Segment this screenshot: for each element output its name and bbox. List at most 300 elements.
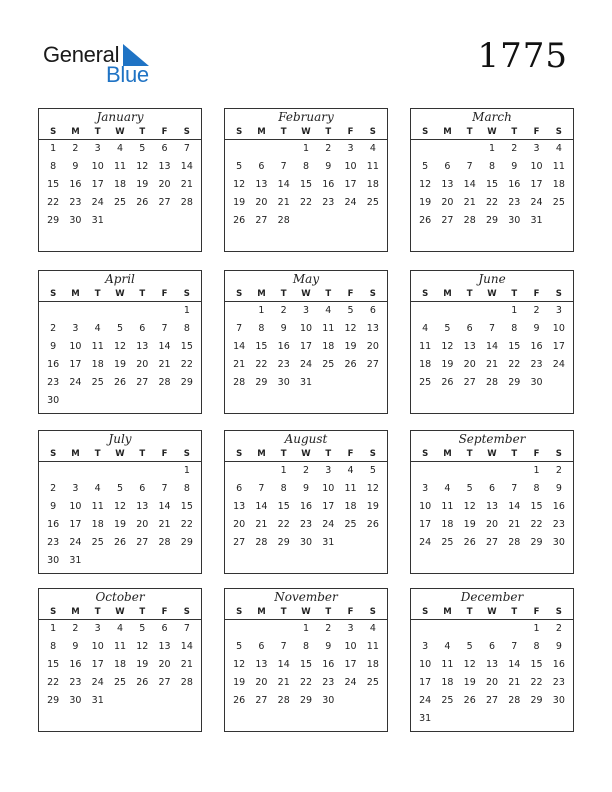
day-cell: 28 (463, 215, 476, 226)
day-cell: 26 (463, 695, 476, 706)
brand-logo (43, 40, 163, 87)
weekday-header: T (325, 127, 332, 137)
day-cell: 29 (485, 215, 499, 226)
day-cell: 28 (508, 695, 521, 706)
day-cell: 24 (69, 377, 82, 388)
month-december (410, 588, 574, 732)
day-cell: 19 (366, 501, 379, 512)
day-cell: 24 (552, 359, 565, 370)
day-cell: 5 (466, 641, 473, 652)
day-cell: 7 (161, 483, 168, 494)
day-cell: 20 (366, 341, 379, 352)
day-cell: 16 (530, 341, 543, 352)
logo-text-blue: Blue (106, 62, 149, 87)
day-cell: 20 (158, 179, 171, 190)
day-cell: 6 (258, 641, 265, 652)
day-cell-empty (42, 464, 64, 482)
day-cell: 26 (344, 359, 357, 370)
day-cell: 13 (136, 341, 149, 352)
day-cell: 24 (69, 537, 82, 548)
day-cell: 1 (50, 143, 57, 154)
day-cell: 10 (91, 161, 104, 172)
day-cell: 14 (255, 501, 268, 512)
weekday-header-row (225, 448, 387, 462)
day-cell: 10 (419, 501, 432, 512)
day-cell-empty (64, 304, 86, 322)
day-cell: 14 (158, 501, 171, 512)
day-grid (411, 462, 573, 554)
day-cell-empty (250, 142, 272, 160)
day-cell: 7 (511, 483, 518, 494)
day-cell: 7 (280, 641, 287, 652)
day-cell: 29 (255, 377, 268, 388)
day-cell: 20 (441, 197, 454, 208)
day-cell-empty (503, 464, 525, 482)
day-cell: 5 (139, 623, 146, 634)
day-cell: 2 (280, 305, 287, 316)
day-cell: 27 (463, 377, 476, 388)
day-cell: 2 (50, 483, 57, 494)
day-cell: 16 (552, 501, 565, 512)
day-cell: 3 (94, 143, 101, 154)
day-cell: 23 (69, 197, 82, 208)
day-cell: 5 (444, 323, 451, 334)
day-cell: 14 (463, 179, 476, 190)
logo-text-general: General (43, 42, 120, 67)
day-cell: 18 (113, 659, 127, 670)
day-cell: 20 (463, 359, 476, 370)
day-cell: 6 (444, 161, 451, 172)
day-cell: 4 (116, 143, 124, 154)
day-cell: 26 (136, 197, 149, 208)
day-cell: 28 (158, 537, 171, 548)
day-cell: 22 (299, 677, 313, 688)
weekday-header: T (511, 289, 518, 299)
weekday-header: T (280, 127, 287, 137)
day-cell: 30 (47, 555, 60, 566)
weekday-header: F (533, 607, 540, 617)
day-cell: 8 (50, 641, 57, 652)
day-cell: 13 (158, 161, 171, 172)
day-cell: 8 (511, 323, 518, 334)
day-grid (411, 620, 573, 730)
month-name: March (472, 110, 512, 124)
day-cell: 28 (508, 537, 521, 548)
weekday-header: W (487, 607, 497, 617)
weekday-header: T (325, 289, 332, 299)
day-cell: 3 (347, 143, 354, 154)
day-cell-empty (481, 464, 503, 482)
weekday-header: S (369, 289, 376, 299)
day-cell: 3 (325, 465, 332, 476)
day-cell-empty (131, 464, 153, 482)
day-cell: 20 (136, 359, 149, 370)
day-cell: 8 (280, 483, 287, 494)
day-cell: 11 (366, 161, 379, 172)
day-cell: 14 (508, 659, 521, 670)
day-cell: 3 (347, 623, 354, 634)
day-cell-empty (436, 464, 458, 482)
day-cell: 9 (50, 341, 57, 352)
day-cell: 29 (180, 537, 193, 548)
day-cell: 15 (299, 179, 313, 190)
weekday-header-row (411, 448, 573, 462)
day-cell: 30 (552, 537, 565, 548)
day-cell: 21 (233, 359, 246, 370)
day-cell: 26 (419, 215, 432, 226)
weekday-header: M (257, 127, 266, 137)
weekday-header: F (347, 289, 354, 299)
day-cell: 5 (116, 323, 124, 334)
day-cell: 12 (233, 659, 246, 670)
day-cell: 14 (180, 161, 193, 172)
day-cell: 15 (530, 501, 543, 512)
day-cell: 12 (441, 341, 454, 352)
day-cell: 11 (113, 161, 127, 172)
weekday-header: M (71, 289, 80, 299)
day-cell: 13 (255, 179, 268, 190)
day-cell: 17 (69, 359, 82, 370)
day-cell-empty (250, 622, 272, 640)
day-cell: 26 (441, 377, 454, 388)
month-september (410, 430, 574, 574)
day-cell: 12 (463, 659, 476, 670)
day-cell: 6 (466, 323, 473, 334)
month-name: April (105, 272, 135, 286)
day-cell: 13 (158, 641, 171, 652)
day-cell: 30 (322, 695, 335, 706)
weekday-header: M (443, 289, 452, 299)
day-cell: 10 (344, 641, 357, 652)
day-cell: 25 (113, 197, 127, 208)
day-cell: 9 (325, 641, 332, 652)
day-cell: 23 (69, 677, 82, 688)
day-cell: 8 (258, 323, 265, 334)
day-cell: 31 (419, 713, 432, 724)
day-cell: 7 (183, 623, 190, 634)
day-cell: 30 (69, 215, 82, 226)
month-name: November (274, 590, 338, 604)
day-cell: 7 (511, 641, 518, 652)
month-name: October (95, 590, 145, 604)
month-february (224, 108, 388, 252)
day-cell-empty (459, 304, 481, 322)
day-cell: 20 (233, 519, 246, 530)
day-cell: 1 (280, 465, 287, 476)
day-cell: 16 (69, 179, 82, 190)
day-cell: 24 (91, 197, 104, 208)
day-cell: 29 (47, 695, 60, 706)
day-cell: 11 (91, 501, 104, 512)
day-cell-empty (109, 464, 131, 482)
day-cell: 18 (441, 677, 454, 688)
day-cell: 10 (530, 161, 543, 172)
day-cell: 29 (530, 695, 543, 706)
day-cell: 4 (347, 465, 354, 476)
day-cell-empty (436, 304, 458, 322)
day-cell: 1 (488, 143, 496, 154)
day-cell: 1 (302, 623, 310, 634)
month-october (38, 588, 202, 732)
day-cell: 11 (441, 659, 454, 670)
day-cell: 3 (302, 305, 310, 316)
day-cell: 24 (344, 677, 357, 688)
day-cell: 12 (419, 179, 432, 190)
day-cell-empty (153, 464, 175, 482)
day-cell: 9 (511, 161, 518, 172)
day-cell: 6 (258, 161, 265, 172)
day-cell: 28 (233, 377, 246, 388)
day-cell: 28 (277, 695, 290, 706)
weekday-header: W (115, 127, 125, 137)
day-cell: 19 (233, 677, 246, 688)
day-cell: 15 (530, 659, 543, 670)
day-cell: 18 (91, 519, 104, 530)
day-cell: 29 (277, 537, 290, 548)
day-cell: 7 (280, 161, 287, 172)
day-cell: 8 (488, 161, 496, 172)
weekday-header: T (466, 607, 473, 617)
weekday-header: F (161, 607, 168, 617)
weekday-header: S (555, 127, 562, 137)
day-cell: 21 (180, 179, 193, 190)
month-name: January (96, 110, 144, 124)
day-cell: 14 (158, 341, 171, 352)
weekday-header: W (115, 607, 125, 617)
day-cell-empty (273, 142, 295, 160)
day-cell: 1 (183, 465, 190, 476)
day-cell: 18 (113, 179, 127, 190)
weekday-header: S (422, 289, 429, 299)
day-cell: 21 (463, 197, 476, 208)
day-cell-empty (414, 304, 436, 322)
day-cell: 5 (466, 483, 473, 494)
day-cell: 3 (422, 483, 429, 494)
day-cell: 11 (344, 483, 357, 494)
day-cell: 1 (50, 623, 57, 634)
day-cell: 22 (255, 359, 268, 370)
day-cell: 13 (233, 501, 246, 512)
month-name: June (478, 272, 506, 286)
weekday-header: T (511, 449, 518, 459)
day-cell: 12 (233, 179, 246, 190)
day-cell: 30 (552, 695, 565, 706)
day-cell: 27 (366, 359, 379, 370)
day-cell: 5 (116, 483, 124, 494)
day-cell: 30 (47, 395, 60, 406)
weekday-header: S (50, 127, 57, 137)
day-cell: 22 (180, 359, 193, 370)
weekday-header: M (71, 607, 80, 617)
day-cell: 27 (255, 695, 268, 706)
day-cell: 6 (139, 483, 146, 494)
day-cell: 7 (161, 323, 168, 334)
day-cell: 9 (50, 501, 57, 512)
day-cell-empty (228, 142, 250, 160)
day-cell: 9 (302, 483, 310, 494)
day-cell: 25 (91, 377, 104, 388)
day-cell: 9 (533, 323, 540, 334)
day-grid (225, 302, 387, 394)
weekday-header: T (511, 127, 518, 137)
weekday-header: T (94, 289, 101, 299)
weekday-header: S (422, 127, 429, 137)
day-cell: 10 (69, 341, 82, 352)
weekday-header: W (487, 127, 497, 137)
day-cell: 3 (94, 623, 101, 634)
day-cell: 15 (180, 341, 193, 352)
day-cell: 21 (180, 659, 193, 670)
day-cell-empty (436, 142, 458, 160)
day-cell: 28 (255, 537, 268, 548)
day-cell: 21 (158, 359, 171, 370)
day-cell: 3 (72, 323, 79, 334)
day-cell: 15 (485, 179, 499, 190)
day-cell: 16 (552, 659, 565, 670)
day-cell: 6 (236, 483, 243, 494)
weekday-header: S (369, 449, 376, 459)
day-cell: 13 (485, 501, 499, 512)
weekday-header: S (183, 289, 190, 299)
weekday-header: W (301, 449, 311, 459)
weekday-header: S (555, 607, 562, 617)
month-april (38, 270, 202, 414)
day-cell: 9 (325, 161, 332, 172)
day-cell: 16 (322, 659, 335, 670)
day-cell: 6 (161, 143, 168, 154)
day-cell: 9 (280, 323, 287, 334)
weekday-header: S (183, 127, 190, 137)
weekday-header: W (301, 127, 311, 137)
day-cell: 22 (508, 359, 521, 370)
month-june (410, 270, 574, 414)
day-cell: 7 (183, 143, 190, 154)
day-cell: 23 (299, 519, 313, 530)
day-cell: 31 (69, 555, 82, 566)
day-cell: 6 (139, 323, 146, 334)
day-cell: 5 (347, 305, 354, 316)
day-cell: 8 (533, 483, 540, 494)
weekday-header: T (511, 607, 518, 617)
day-cell: 4 (94, 323, 101, 334)
day-cell: 11 (419, 341, 432, 352)
weekday-header: M (443, 449, 452, 459)
day-cell: 26 (233, 215, 246, 226)
day-cell: 25 (344, 519, 357, 530)
day-cell: 26 (463, 537, 476, 548)
day-cell: 25 (91, 537, 104, 548)
day-cell: 2 (325, 143, 332, 154)
month-march (410, 108, 574, 252)
day-cell: 30 (299, 537, 313, 548)
day-cell: 26 (233, 695, 246, 706)
weekday-header: T (325, 607, 332, 617)
day-grid (39, 462, 201, 572)
day-cell: 20 (485, 519, 499, 530)
day-cell: 12 (366, 483, 379, 494)
day-cell: 23 (530, 359, 543, 370)
weekday-header: M (443, 127, 452, 137)
day-cell: 19 (419, 197, 432, 208)
day-cell: 11 (113, 641, 127, 652)
day-cell: 17 (91, 659, 104, 670)
day-cell: 11 (91, 341, 104, 352)
day-cell: 31 (322, 537, 335, 548)
day-cell: 1 (302, 143, 310, 154)
day-cell: 2 (511, 143, 518, 154)
day-cell: 21 (255, 519, 268, 530)
day-cell: 9 (72, 161, 79, 172)
day-cell: 23 (552, 677, 565, 688)
weekday-header: T (139, 607, 146, 617)
year-title: 1775 (477, 36, 568, 76)
weekday-header: M (257, 289, 266, 299)
day-cell: 22 (47, 197, 60, 208)
weekday-header: F (533, 289, 540, 299)
day-cell: 29 (530, 537, 543, 548)
weekday-header-row (225, 606, 387, 620)
weekday-header: W (115, 449, 125, 459)
day-cell: 30 (69, 695, 82, 706)
day-cell: 30 (530, 377, 543, 388)
day-cell: 18 (366, 659, 379, 670)
day-cell: 13 (463, 341, 476, 352)
day-cell: 10 (69, 501, 82, 512)
day-cell: 16 (277, 341, 290, 352)
day-cell: 26 (113, 537, 127, 548)
day-cell-empty (414, 622, 436, 640)
day-cell: 25 (552, 197, 565, 208)
day-cell: 27 (485, 537, 499, 548)
day-cell: 3 (555, 305, 562, 316)
day-cell: 4 (116, 623, 124, 634)
day-cell: 8 (183, 323, 190, 334)
weekday-header: F (533, 449, 540, 459)
weekday-header-row (39, 288, 201, 302)
day-cell: 30 (277, 377, 290, 388)
weekday-header: T (94, 127, 101, 137)
day-cell-empty (228, 304, 250, 322)
day-cell-empty (459, 464, 481, 482)
day-cell: 18 (552, 179, 565, 190)
day-cell: 17 (552, 341, 565, 352)
day-cell: 23 (552, 519, 565, 530)
day-cell: 25 (113, 677, 127, 688)
day-cell: 14 (485, 341, 499, 352)
day-cell: 23 (508, 197, 521, 208)
weekday-header: M (71, 449, 80, 459)
day-cell: 23 (47, 377, 60, 388)
month-name: August (284, 432, 328, 446)
weekday-header: M (443, 607, 452, 617)
day-cell: 11 (366, 641, 379, 652)
day-cell: 12 (113, 341, 127, 352)
day-cell: 19 (463, 677, 476, 688)
weekday-header: S (236, 449, 243, 459)
day-cell: 7 (488, 323, 496, 334)
day-cell: 21 (277, 677, 290, 688)
day-cell: 31 (91, 215, 104, 226)
day-grid (225, 620, 387, 712)
day-cell: 8 (533, 641, 540, 652)
day-cell: 27 (136, 537, 149, 548)
day-cell: 14 (277, 659, 290, 670)
weekday-header: S (236, 127, 243, 137)
day-cell: 2 (533, 305, 540, 316)
day-cell: 28 (158, 377, 171, 388)
day-cell-empty (87, 464, 109, 482)
day-cell: 2 (72, 623, 79, 634)
